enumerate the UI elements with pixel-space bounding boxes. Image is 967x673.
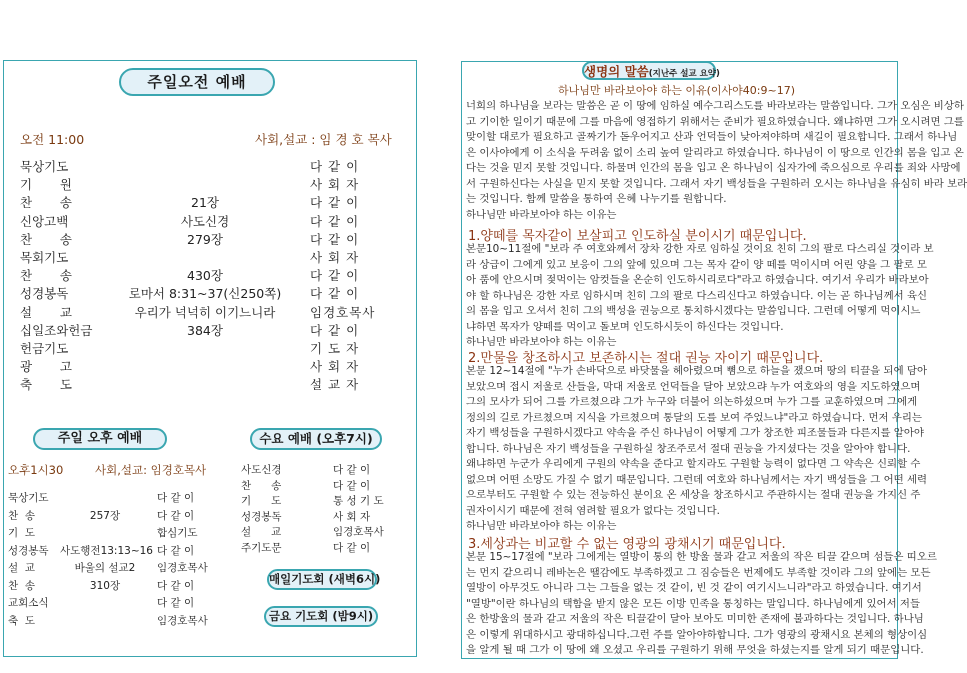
sermon-paragraph	[466, 550, 937, 659]
sermon-line: 고 기이한 일이기 때문에 그를 마음에 영접하기 위해서는 준비가 필요하였습니다. 왜냐하면 그가 오시려면 그를	[466, 115, 964, 128]
morning-order-item: 찬 송	[20, 231, 72, 247]
sermon-line: 너희의 하나님을 보라는 말씀은 곧 이 땅에 임하실 예수그리스도를 바라보라는 말씀입니다. 그가 오심은 비상하	[466, 100, 964, 112]
sermon-line: 맞이할 대로가 필요하고 골짜기가 돋우어지고 산과 언덕들이 낮아져야하며 새길이 필요합니다. 그래서 하나님	[466, 131, 958, 144]
sermon-line: 라 상급이 그에게 있고 보응이 그의 앞에 있으며 그는 목자 같이 양 떼를 먹이시며 어린 양을 그 팔로 모	[466, 258, 927, 271]
morning-order-item: 찬 송	[20, 195, 72, 211]
afternoon-order-item: 기 도	[8, 527, 35, 539]
sermon-line: 의 몸을 입고 오셔서 친히 그의 백성을 권능으로 통치하시겠다는 말씀입니다. 그런데 어떻게 먹이시느	[466, 305, 921, 318]
afternoon-order-by: 다 같 이	[157, 597, 195, 609]
sermon-title-pill	[582, 61, 720, 80]
afternoon-order-by: 임경호목사	[157, 614, 208, 627]
wednesday-order-by: 다 같 이	[333, 464, 371, 476]
afternoon-order-detail: 사도행전13:13~16	[60, 544, 153, 557]
sermon-section-heading: 3.세상과는 비교할 수 없는 영광의 광채시기 때문입니다.	[468, 537, 786, 552]
afternoon-order-by: 다 같 이	[157, 492, 195, 504]
morning-order-by: 다 같 이	[310, 286, 360, 302]
morning-order-item: 십일조와헌금	[20, 322, 93, 338]
morning-order-by: 임경호목사	[310, 304, 376, 320]
sermon-line: 은 이사야에게 이 소식을 두려움 없이 소리 높여 알리라고 하였습니다. 하나님이 이 땅으로 인간의 몸을 입고 온	[466, 146, 964, 159]
morning-officiant: 사회,설교 : 임 경 호 목사	[255, 132, 392, 147]
afternoon-order-item: 찬 송	[8, 509, 35, 522]
wednesday-order-item: 찬 송	[241, 479, 282, 492]
sermon-line: 그의 모사가 되어 그를 가르쳤으랴 그가 누구와 더불어 의논하셨으며 누가 그를 교훈하였으며 그에게	[466, 396, 918, 409]
sermon-line: 야 할 하나님은 강한 자로 임하시며 친히 그의 팔로 다스리신다고 하였습니다. 이는 곧 하나님께서 육신	[466, 289, 928, 302]
sermon-line: 하나님만 바라보아야 하는 이유는	[466, 336, 617, 349]
wednesday-order-by: 통 성 기 도	[333, 495, 384, 507]
morning-order-detail: 사도신경	[180, 213, 230, 229]
morning-order-by: 다 같 이	[310, 322, 360, 338]
sermon-line: 아 품에 안으시며 젖먹이는 암컷들을 온순히 인도하시리로다"라고 하였습니다. 여기서 우리가 바라보아	[466, 274, 929, 287]
morning-order-detail: 384장	[187, 322, 223, 338]
sermon-line: 왜냐하면 누군가 우리에게 구원의 약속을 준다고 할지라도 구원할 능력이 없다면 그 약속은 신뢰할 수	[466, 458, 921, 471]
morning-order-item: 축 도	[20, 377, 72, 393]
sermon-line: 다는 것을 믿지 못할 것입니다. 하물며 인간의 몸을 입고 온 하나님이 십자가에 죽으심으로 우리를 죄와 사망에	[466, 162, 961, 175]
afternoon-order-item: 성경봉독	[8, 544, 49, 557]
sermon-line: 을 알게 될 때 그가 이 땅에 왜 오셨고 우리를 구원하기 위해 무엇을 하셨는지를 알게 되기 때문입니다.	[466, 644, 924, 657]
sermon-line: 본문 12~14절에 "누가 손바닥으로 바닷물을 헤아렸으며 뼘으로 하늘을 쟀으며 땅의 티끌을 되에 담아	[466, 365, 927, 377]
sermon-line: 본문10~11절에 "보라 주 여호와께서 장차 강한 자로 임하실 것이요 친히 그의 팔로 다스리실 것이라 보	[466, 243, 934, 255]
afternoon-time: 오후1시30	[8, 463, 64, 477]
sermon-line: 없으며 어떤 소망도 가질 수 없기 때문입니다. 그런데 여호와 하나님께서는 자기 백성들을 그 어떤 세력	[466, 473, 928, 486]
morning-order-item: 목회기도	[20, 250, 69, 265]
sermon-line: 열방이 아무것도 아니라 그는 그들을 없는 것 같이, 빈 것 같이 여기시느니라"라고 하였습니다. 여기서	[466, 582, 922, 595]
morning-time: 오전 11:00	[20, 132, 85, 147]
morning-order-by: 기 도 자	[310, 341, 360, 356]
morning-order-item: 광 고	[20, 359, 72, 375]
morning-order-detail: 우리가 넉넉히 이기느니라	[134, 304, 276, 320]
morning-title: 주일오전 예배	[119, 68, 275, 96]
afternoon-order-detail: 310장	[89, 579, 121, 592]
afternoon-order-item: 축 도	[8, 614, 35, 627]
sermon-line: 자기 백성들을 구원하시겠다고 약속을 주신 하나님이 어떻게 그가 창조한 피조물들과 다른지를 알아야	[466, 427, 924, 440]
sermon-paragraph	[466, 242, 934, 351]
sermon-line: 서 구원하신다는 사실을 믿지 못할 것입니다. 그래서 자기 백성들을 구원하러 오시는 하나님을 유심히 바라 보라	[466, 177, 967, 190]
wednesday-order-item: 주기도문	[241, 541, 282, 554]
morning-order-by: 사 회 자	[310, 359, 360, 375]
wednesday-order-item: 사도신경	[241, 464, 282, 476]
morning-order-by: 다 같 이	[310, 213, 360, 229]
morning-order-item: 기 원	[20, 177, 72, 193]
sermon-paragraph	[466, 364, 928, 535]
afternoon-order-item: 설 교	[8, 562, 35, 574]
wednesday-order-by: 임경호목사	[333, 526, 384, 538]
sermon-line: 은 한방울의 물과 같고 저울의 작은 티끌같이 달아 보아도 미미한 존재에 불과하다는 것입니다. 하나님	[466, 613, 924, 626]
morning-order-by: 사 회 자	[310, 177, 360, 193]
sermon-line: 정의의 길로 가르쳤으며 지식을 가르쳤으며 통달의 도를 보여 주었느냐"라고 하였습니다. 먼저 우리는	[466, 411, 922, 424]
morning-order-item: 헌금기도	[20, 341, 69, 356]
sermon-line: 권자이시기 때문에 전혀 염려할 필요가 없다는 것입니다.	[466, 504, 720, 517]
morning-order-by: 설 교 자	[310, 377, 360, 393]
sermon-line: 하나님만 바라보아야 하는 이유는	[466, 520, 617, 533]
morning-order-detail: 로마서 8:31~37(신250쪽)	[128, 286, 282, 302]
wednesday-order-item: 성경봉독	[241, 510, 282, 523]
sermon-line: 본문 15~17절에 "보라 그에게는 열방이 통의 한 방울 물과 같고 저울의 작은 티끌 같으며 섬들은 띠오르	[466, 551, 937, 563]
sermon-section-heading: 2.만물을 창조하시고 보존하시는 절대 권능 자이기 때문입니다.	[468, 351, 824, 366]
afternoon-order-by: 다 같 이	[157, 544, 195, 557]
afternoon-order-item: 묵상기도	[8, 492, 49, 504]
wednesday-title: 수요 예배 (오후7시)	[250, 428, 382, 450]
morning-order-by: 다 같 이	[310, 195, 360, 211]
wednesday-order-by: 다 같 이	[333, 479, 371, 492]
morning-order-detail: 21장	[191, 195, 219, 211]
afternoon-order-item: 찬 송	[8, 579, 35, 592]
sermon-line: 냐하면 목자가 양떼를 먹이고 돌보며 인도하시듯이 하신다는 것입니다.	[466, 320, 784, 333]
morning-order-by: 다 같 이	[310, 268, 360, 284]
friday-prayer-title: 금요 기도회 (밤9시)	[264, 606, 378, 627]
sermon-line: 하나님만 바라보아야 하는 이유는	[466, 208, 617, 221]
sermon-line: 으로부터도 구원할 수 있는 전능하신 분이요 온 세상을 창조하시고 주관하시는 절대 권능을 가지신 주	[466, 489, 921, 502]
wednesday-order-by: 사 회 자	[333, 510, 371, 523]
afternoon-order-detail: 바울의 설교2	[74, 562, 136, 574]
sermon-line: 은 이렇게 위대하시고 광대하십니다.그런 주를 알아야하합니다. 그가 영광의 광채시요 본체의 형상이심	[466, 628, 928, 641]
sermon-subtitle: 하나님만 바라보아야 하는 이유(이사야40:9~17)	[558, 84, 796, 97]
afternoon-title: 주일 오후 예배	[33, 428, 167, 450]
morning-order-by: 다 같 이	[310, 231, 360, 247]
morning-order-detail: 279장	[187, 231, 223, 247]
afternoon-order-detail: 257장	[89, 509, 121, 522]
sermon-paragraph	[466, 99, 967, 223]
morning-order-by: 다 같 이	[310, 159, 360, 174]
morning-order-detail: 430장	[187, 268, 223, 284]
wednesday-order-item: 설 교	[241, 526, 282, 538]
sermon-title-note: (지난주 설교 요약)	[648, 69, 720, 79]
morning-order-by: 사 회 자	[310, 250, 360, 265]
sermon-line: 합니다. 하나님은 자기 백성들을 구원하실 창조주로서 절대 권능을 가지셨다는 것을 알아야 합니다.	[466, 442, 911, 455]
morning-order-item: 성경봉독	[20, 286, 69, 302]
wednesday-order-by: 다 같 이	[333, 541, 371, 554]
sermon-line: 는 먼지 같으리니 레바논은 땔감에도 부족하겠고 그 짐승들은 번제에도 부족할 것이라 그의 앞에는 모든	[466, 566, 931, 579]
sermon-title: 생명의 말씀	[584, 64, 649, 79]
morning-order-item: 묵상기도	[20, 159, 69, 174]
sermon-section-heading: 1.양떼를 목자같이 보살피고 인도하실 분이시기 때문입니다.	[468, 229, 807, 244]
afternoon-officiant: 사회,설교: 임경호목사	[95, 463, 207, 477]
morning-order-item: 설 교	[20, 304, 72, 320]
afternoon-order-by: 임경호목사	[157, 562, 208, 574]
wednesday-order-item: 기 도	[241, 495, 282, 507]
dawn-prayer-title: 매일기도회 (새벽6시)	[267, 569, 377, 590]
afternoon-order-by: 다 같 이	[157, 509, 195, 522]
sermon-line: 는 것입니다. 함께 말씀을 통하여 은혜 나누기를 원합니다.	[466, 193, 727, 206]
sermon-line: "열방"이란 하나님의 택함을 받지 않은 모든 이방 민족을 통칭하는 말입니다. 하나님에게 있어서 저들	[466, 597, 920, 610]
afternoon-order-item: 교회소식	[8, 597, 49, 609]
afternoon-order-by: 합심기도	[157, 527, 198, 539]
afternoon-order-by: 다 같 이	[157, 579, 195, 592]
morning-order-item: 찬 송	[20, 268, 72, 284]
sermon-line: 보았으며 접시 저울로 산들을, 막대 저울로 언덕들을 달아 보았으랴 누가 여호와의 영을 지도하였으며	[466, 380, 921, 393]
morning-order-item: 신앙고백	[20, 213, 69, 229]
